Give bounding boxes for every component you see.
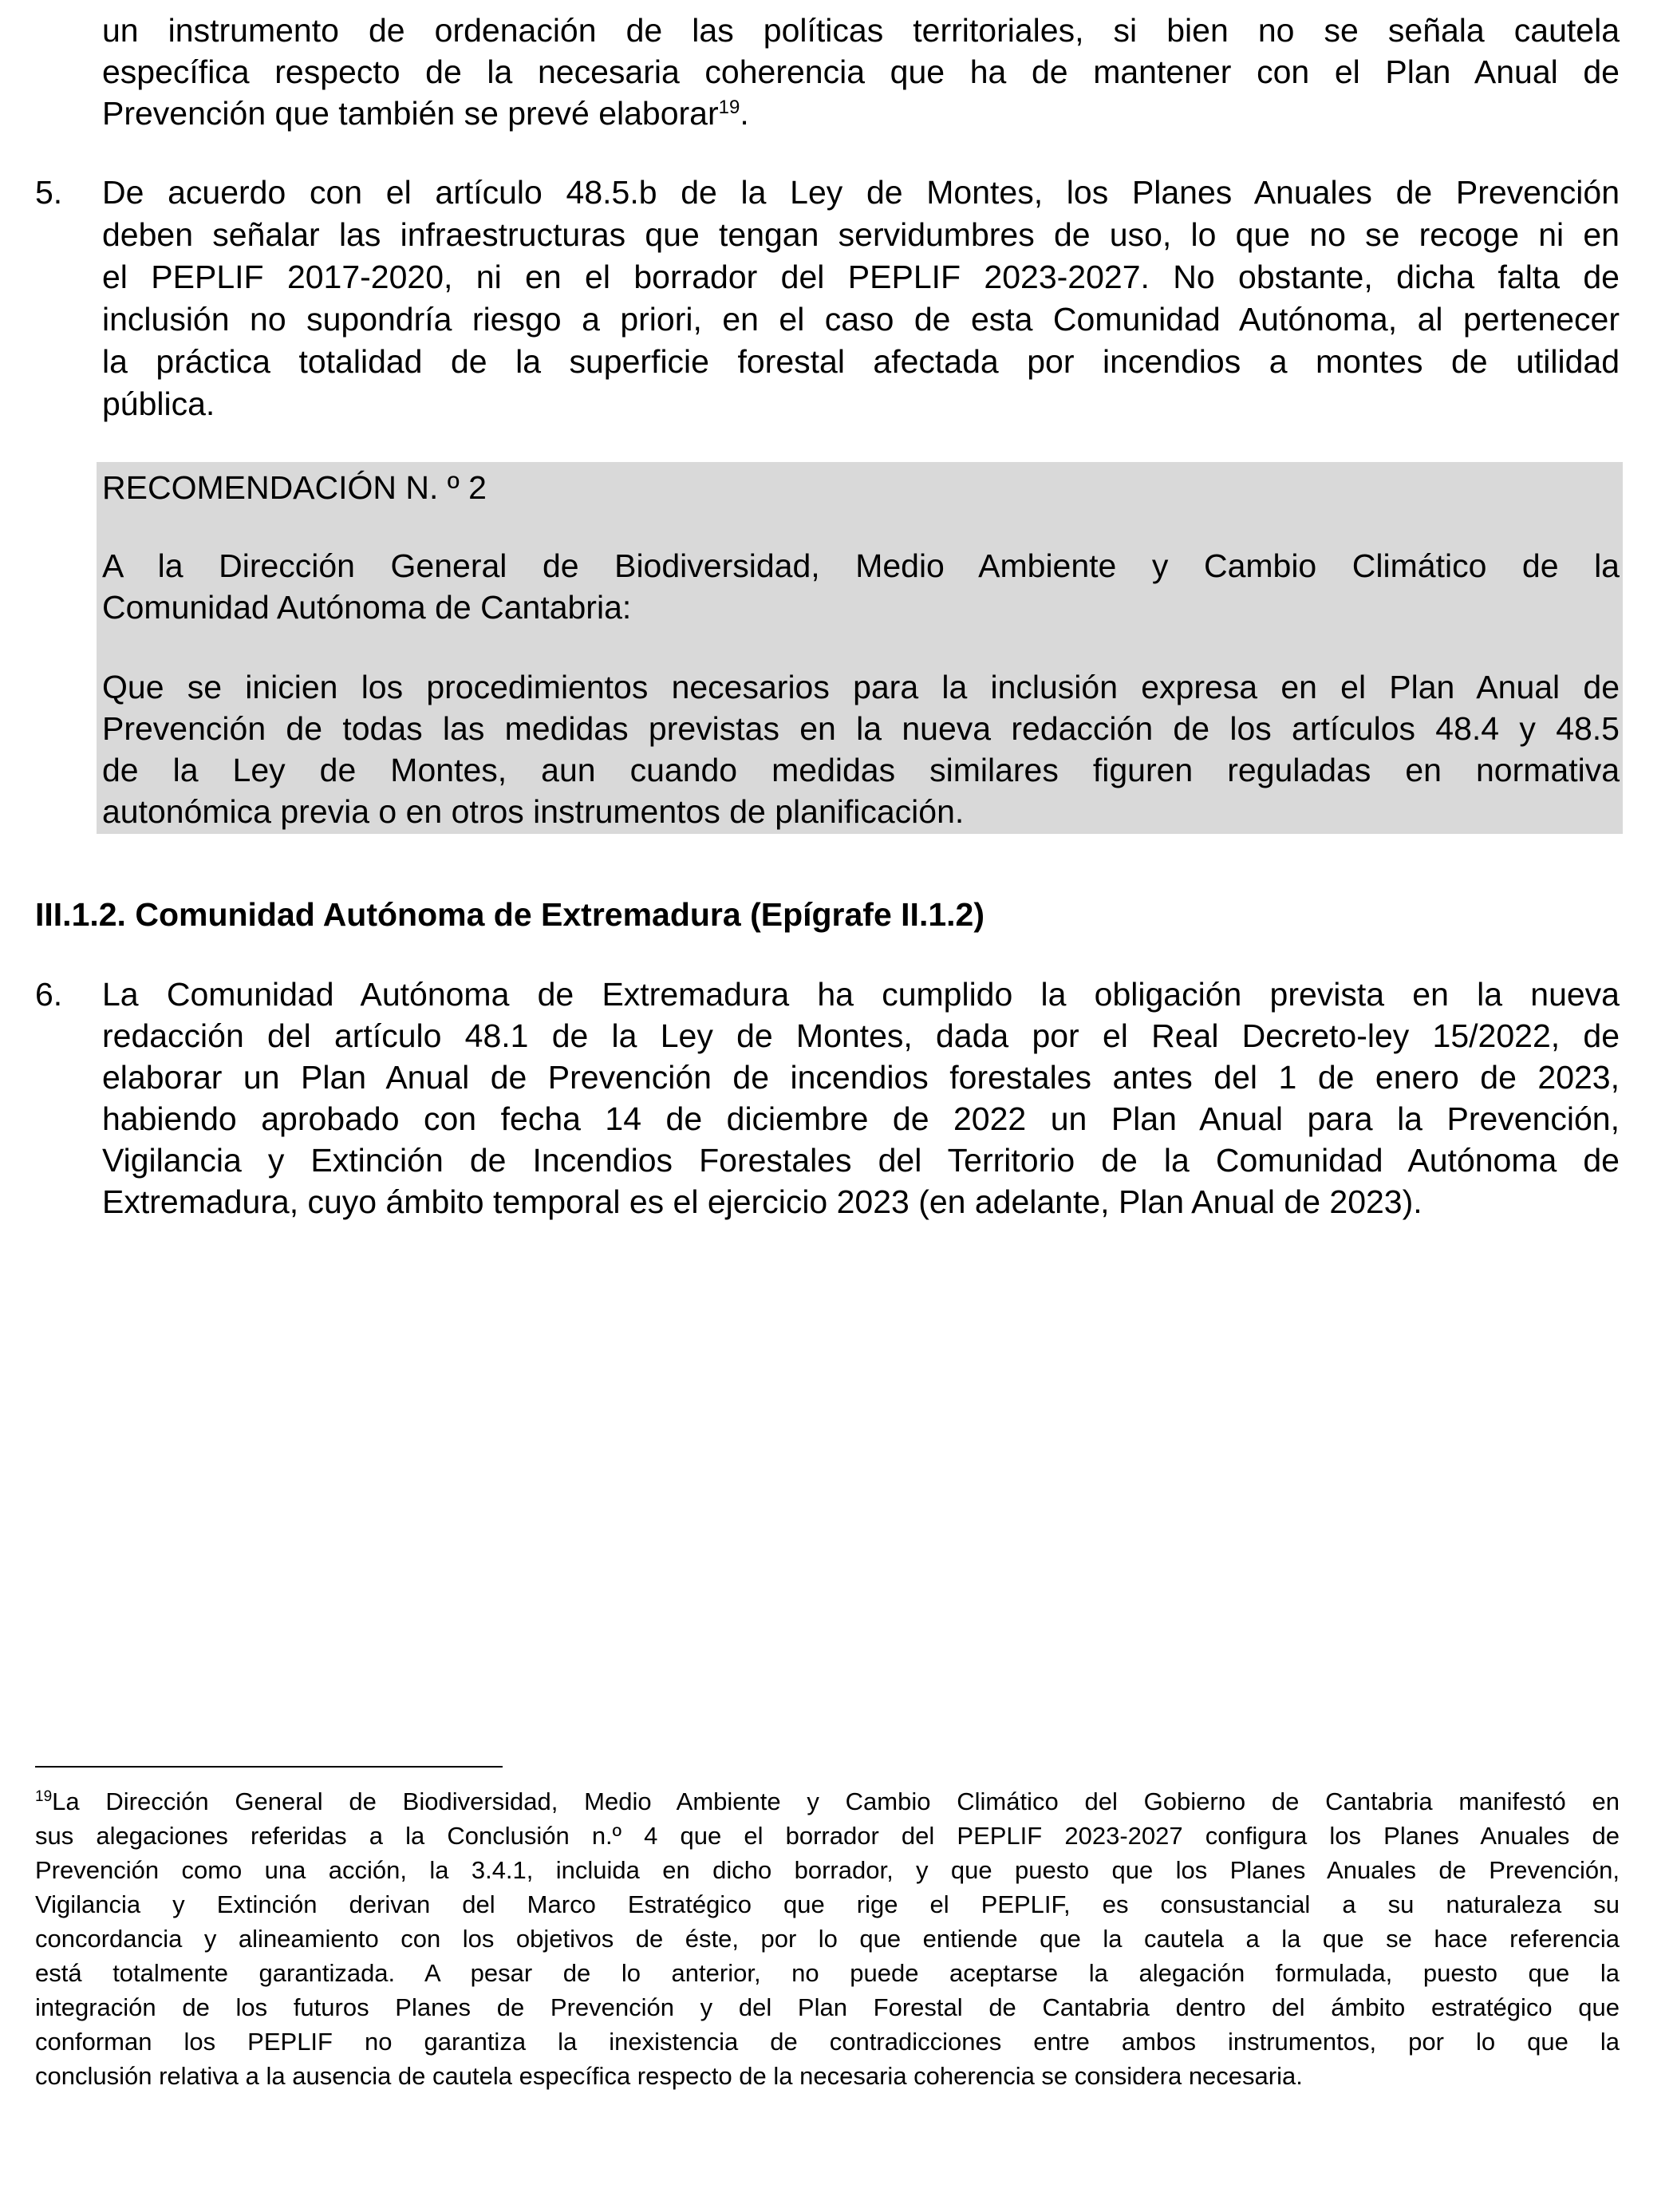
text-line: redacción del artículo 48.1 de la Ley de Montes, dada por el Real Decreto-ley 15/2022, de: [102, 1017, 1620, 1054]
recommendation-addressee: [102, 545, 1620, 628]
text-line: Prevención como una acción, la 3.4.1, incluida en dicho borrador, y que puesto que los Planes Anuales de Prevención,: [35, 1856, 1620, 1884]
paragraph-number: 5.: [35, 174, 63, 211]
footnote: [35, 1784, 1620, 2093]
text-line: conclusión relativa a la ausencia de cautela específica respecto de la necesaria coherencia se considera necesaria.: [35, 2062, 1303, 2090]
text-line: De acuerdo con el artículo 48.5.b de la Ley de Montes, los Planes Anuales de Prevención: [102, 174, 1620, 211]
section-heading: III.1.2. Comunidad Autónoma de Extremadura (Epígrafe II.1.2): [35, 896, 984, 933]
text-line: inclusión no supondría riesgo a priori, en el caso de esta Comunidad Autónoma, al pertenecer: [102, 301, 1620, 338]
period: .: [740, 95, 749, 132]
text-line: Comunidad Autónoma de Cantabria:: [102, 589, 632, 626]
text-line: habiendo aprobado con fecha 14 de diciembre de 2022 un Plan Anual para la Prevención,: [102, 1100, 1620, 1137]
text-line: conforman los PEPLIF no garantiza la inexistencia de contradicciones entre ambos instrumentos, por lo que la: [35, 2028, 1620, 2056]
text-line: [35, 1784, 1620, 1819]
text-line: deben señalar las infraestructuras que tengan servidumbres de uso, lo que no se recoge ni en: [102, 216, 1620, 253]
text-line: Vigilancia y Extinción de Incendios Forestales del Territorio de la Comunidad Autónoma de: [102, 1142, 1620, 1179]
text-line: A la Dirección General de Biodiversidad, Medio Ambiente y Cambio Climático de la: [102, 547, 1620, 584]
text-line: Prevención de todas las medidas previstas en la nueva redacción de los artículos 48.4 y 48.5: [102, 710, 1620, 747]
text-line-content: Prevención que también se prevé elaborar: [102, 95, 719, 132]
text-line: Extremadura, cuyo ámbito temporal es el ejercicio 2023 (en adelante, Plan Anual de 2023).: [102, 1183, 1422, 1220]
text-line: elaborar un Plan Anual de Prevención de incendios forestales antes del 1 de enero de 2023,: [102, 1059, 1620, 1096]
paragraph-continuation: [102, 10, 1620, 134]
text-line-content: La Dirección General de Biodiversidad, Medio Ambiente y Cambio Climático del Gobierno de Cantabria manifestó en: [52, 1787, 1620, 1815]
text-line: la práctica totalidad de la superficie forestal afectada por incendios a montes de utilidad: [102, 343, 1620, 380]
text-line: Que se inicien los procedimientos necesarios para la inclusión expresa en el Plan Anual de: [102, 669, 1620, 705]
footnote-number: 19: [35, 1788, 53, 1805]
paragraph-5: [102, 172, 1620, 425]
recommendation-body: [102, 666, 1620, 832]
paragraph-number: 6.: [35, 976, 63, 1013]
text-line: sus alegaciones referidas a la Conclusión n.º 4 que el borrador del PEPLIF 2023-2027 configura los Planes Anuales de: [35, 1822, 1620, 1850]
text-line: Vigilancia y Extinción derivan del Marco Estratégico que rige el PEPLIF, es consustancial a su naturaleza su: [35, 1890, 1620, 1918]
recommendation-title: [102, 467, 1620, 508]
text-line: el PEPLIF 2017-2020, ni en el borrador del PEPLIF 2023-2027. No obstante, dicha falta de: [102, 259, 1620, 295]
text-line: concordancia y alineamiento con los objetivos de éste, por lo que entiende que la cautela a la que se hace referencia: [35, 1925, 1620, 1953]
text-line: de la Ley de Montes, aun cuando medidas similares figuren reguladas en normativa: [102, 752, 1620, 788]
text-line: específica respecto de la necesaria coherencia que ha de mantener con el Plan Anual de: [102, 53, 1620, 90]
text-line: La Comunidad Autónoma de Extremadura ha cumplido la obligación prevista en la nueva: [102, 976, 1620, 1013]
text-line: RECOMENDACIÓN N. º 2: [102, 469, 487, 506]
footnote-separator: [35, 1766, 503, 1768]
footnote-reference[interactable]: 19: [718, 97, 740, 118]
text-line: un instrumento de ordenación de las políticas territoriales, si bien no se señala cautela: [102, 12, 1620, 49]
text-line: pública.: [102, 385, 215, 422]
text-line: autonómica previa o en otros instrumentos de planificación.: [102, 793, 965, 830]
paragraph-6: [102, 974, 1620, 1223]
text-line: integración de los futuros Planes de Prevención y del Plan Forestal de Cantabria dentro del ámbito estratégico que: [35, 1993, 1620, 2021]
text-line: [102, 93, 1620, 134]
text-line: está totalmente garantizada. A pesar de lo anterior, no puede aceptarse la alegación formulada, puesto que la: [35, 1959, 1620, 1987]
